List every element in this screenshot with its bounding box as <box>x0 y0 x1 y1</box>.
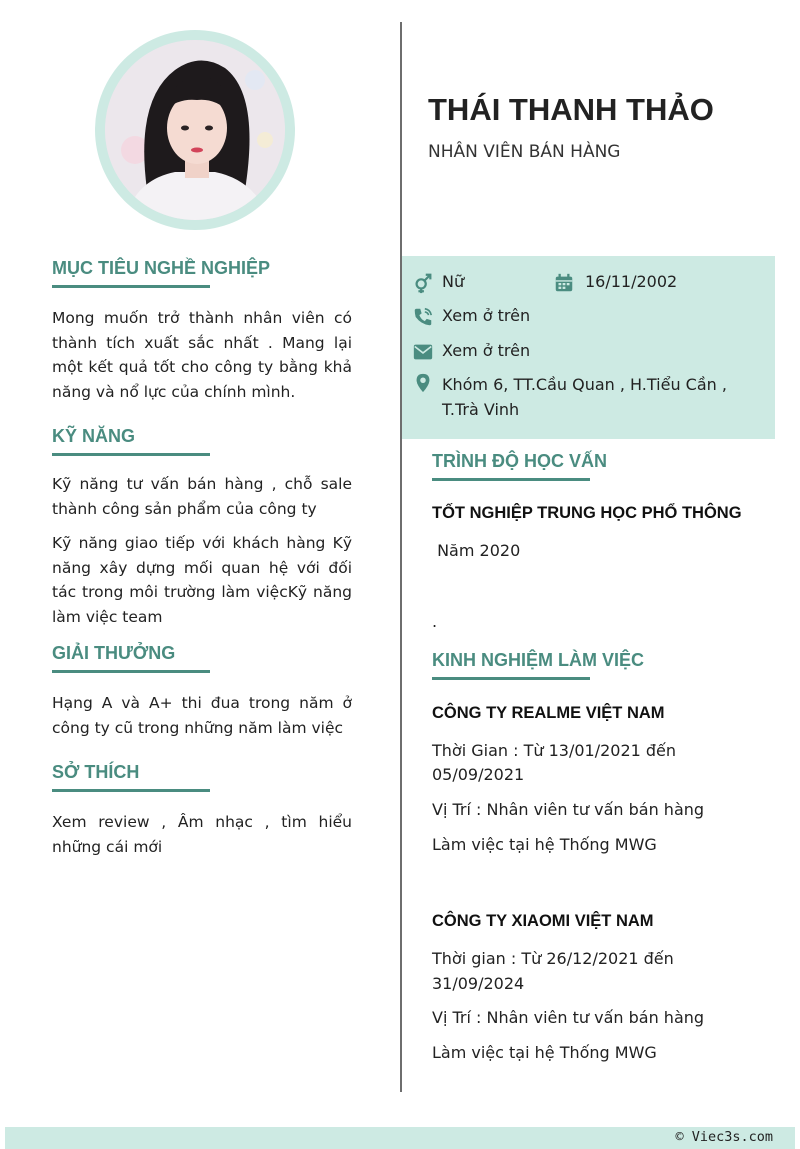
education-note: . <box>432 612 438 631</box>
skill-item: Kỹ năng giao tiếp với khách hàng Kỹ năng xây dựng mối quan hệ với đối tác trong môi trường làm việcKỹ năng làm việc team <box>52 534 352 626</box>
hobbies-title: SỞ THÍCH <box>52 762 210 792</box>
hobbies-section <box>52 762 352 859</box>
skill-item: Kỹ năng tư vấn bán hàng , chỗ sale thành công sản phẩm của công ty <box>52 475 352 518</box>
email-value: Xem ở trên <box>442 341 531 360</box>
career-goal-text: Mong muốn trở thành nhân viên có thành tích xuất sắc nhất . Mang lại một kết quả tốt cho công ty bằng khả năng và nổ lực của chính mình. <box>52 309 352 401</box>
experience-title: KINH NGHIỆM LÀM VIỆC <box>432 650 590 680</box>
career-goal-section <box>52 258 352 404</box>
skills-title: KỸ NĂNG <box>52 426 210 456</box>
awards-section <box>52 643 352 740</box>
candidate-name: THÁI THANH THẢO <box>428 92 714 127</box>
candidate-role: NHÂN VIÊN BÁN HÀNG <box>428 142 621 162</box>
address-value: Khóm 6, TT.Cầu Quan , H.Tiểu Cần , T.Trà Vinh <box>442 375 727 419</box>
contact-info-panel <box>402 256 775 439</box>
education-year: Năm 2020 <box>432 541 521 560</box>
education-degree: TỐT NGHIỆP TRUNG HỌC PHỔ THÔNG <box>432 504 742 522</box>
job-position: Vị Trí : Nhân viên tư vấn bán hàng <box>432 1008 705 1027</box>
envelope-icon <box>412 341 434 363</box>
column-divider <box>400 22 402 1092</box>
job-position: Vị Trí : Nhân viên tư vấn bán hàng <box>432 800 705 819</box>
avatar <box>105 40 285 220</box>
job-time: Thời Gian : Từ 13/01/2021 đến <box>432 741 677 760</box>
address-row <box>412 372 742 422</box>
awards-title: GIẢI THƯỞNG <box>52 643 210 673</box>
gender-value: Nữ <box>442 272 465 291</box>
skills-section <box>52 426 352 629</box>
phone-icon <box>412 306 434 328</box>
hobbies-text: Xem review , Âm nhạc , tìm hiểu những cái mới <box>52 813 352 856</box>
awards-text: Hạng A và A+ thi đua trong năm ở công ty cũ trong những năm làm việc <box>52 694 352 737</box>
email-row <box>412 341 530 363</box>
job-company: CÔNG TY REALME VIỆT NAM <box>432 704 665 722</box>
birthday-row <box>553 272 677 294</box>
job-place: Làm việc tại hệ Thống MWG <box>432 1043 657 1062</box>
location-pin-icon <box>412 372 434 394</box>
job-company: CÔNG TY XIAOMI VIỆT NAM <box>432 912 654 930</box>
copyright-link[interactable]: © Viec3s.com <box>675 1129 773 1145</box>
education-title: TRÌNH ĐỘ HỌC VẤN <box>432 451 590 481</box>
job-time-end: 05/09/2021 <box>432 765 525 784</box>
job-place: Làm việc tại hệ Thống MWG <box>432 835 657 854</box>
job-time: Thời gian : Từ 26/12/2021 đến <box>432 949 674 968</box>
avatar-photo <box>105 40 285 220</box>
experience-section <box>432 650 645 680</box>
left-column <box>52 258 352 859</box>
footer-bar <box>5 1127 795 1149</box>
phone-row <box>412 306 530 328</box>
gender-row <box>412 272 464 294</box>
education-section <box>432 451 607 481</box>
job-time-end: 31/09/2024 <box>432 974 525 993</box>
gender-icon <box>412 272 434 294</box>
calendar-icon <box>553 272 575 294</box>
birthday-value: 16/11/2002 <box>585 272 678 291</box>
phone-value: Xem ở trên <box>442 306 531 325</box>
avatar-frame <box>95 30 295 230</box>
career-goal-title: MỤC TIÊU NGHỀ NGHIỆP <box>52 258 210 288</box>
